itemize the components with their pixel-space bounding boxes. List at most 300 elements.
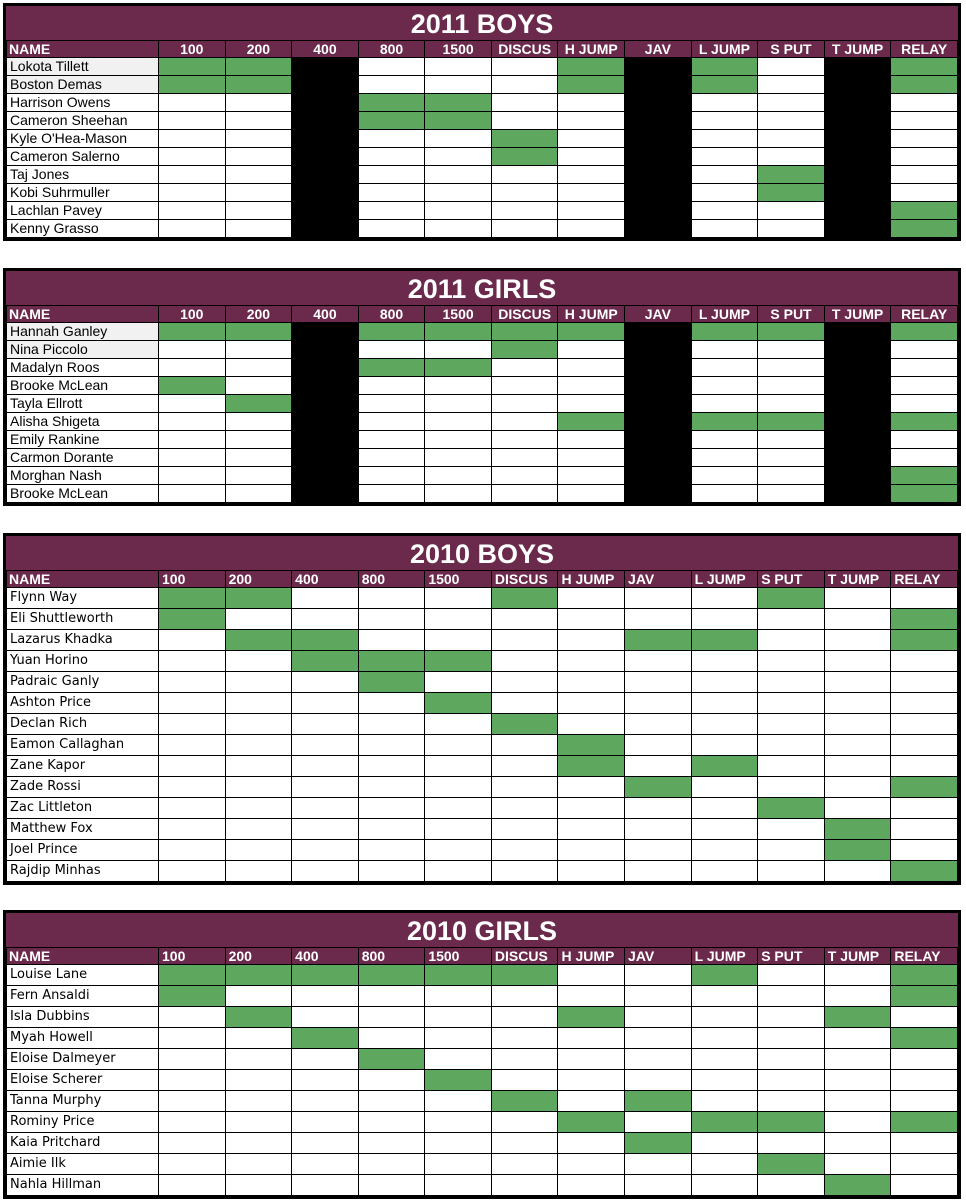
empty-cell — [225, 467, 292, 485]
empty-cell — [292, 1007, 359, 1028]
empty-cell — [159, 861, 226, 882]
empty-cell — [758, 449, 825, 467]
empty-cell — [758, 819, 825, 840]
empty-cell — [425, 1049, 492, 1070]
selected-cell — [491, 588, 558, 609]
empty-cell — [425, 1175, 492, 1196]
athlete-name: Padraic Ganly — [7, 672, 159, 693]
empty-cell — [225, 431, 292, 449]
selection-table — [6, 305, 958, 503]
event-header: DISCUS — [491, 948, 558, 965]
empty-cell — [691, 431, 758, 449]
event-header: DISCUS — [491, 571, 558, 588]
empty-cell — [758, 714, 825, 735]
empty-cell — [758, 609, 825, 630]
blocked-cell — [292, 485, 359, 503]
athlete-name: Eamon Callaghan — [7, 735, 159, 756]
event-header: RELAY — [891, 571, 958, 588]
table-row — [7, 735, 958, 756]
empty-cell — [159, 1028, 226, 1049]
empty-cell — [491, 1112, 558, 1133]
selected-cell — [758, 798, 825, 819]
empty-cell — [491, 798, 558, 819]
empty-cell — [558, 395, 625, 413]
empty-cell — [558, 777, 625, 798]
table-row — [7, 166, 958, 184]
empty-cell — [225, 1091, 292, 1112]
empty-cell — [425, 1133, 492, 1154]
empty-cell — [425, 377, 492, 395]
blocked-cell — [824, 377, 891, 395]
empty-cell — [691, 1091, 758, 1112]
empty-cell — [824, 672, 891, 693]
selected-cell — [558, 413, 625, 431]
empty-cell — [758, 1133, 825, 1154]
blocked-cell — [824, 323, 891, 341]
empty-cell — [691, 986, 758, 1007]
empty-cell — [558, 672, 625, 693]
empty-cell — [225, 413, 292, 431]
table-row — [7, 467, 958, 485]
empty-cell — [425, 166, 492, 184]
empty-cell — [824, 861, 891, 882]
empty-cell — [824, 965, 891, 986]
selected-cell — [558, 1007, 625, 1028]
empty-cell — [758, 431, 825, 449]
selected-cell — [891, 413, 958, 431]
empty-cell — [425, 672, 492, 693]
empty-cell — [159, 1154, 226, 1175]
empty-cell — [159, 1049, 226, 1070]
empty-cell — [691, 693, 758, 714]
event-header: 200 — [225, 41, 292, 58]
empty-cell — [358, 756, 425, 777]
empty-cell — [225, 359, 292, 377]
empty-cell — [891, 735, 958, 756]
event-header: T JUMP — [824, 948, 891, 965]
empty-cell — [691, 449, 758, 467]
empty-cell — [358, 1070, 425, 1091]
empty-cell — [891, 359, 958, 377]
empty-cell — [358, 986, 425, 1007]
empty-cell — [425, 395, 492, 413]
athlete-name: Brooke McLean — [7, 377, 159, 395]
empty-cell — [358, 840, 425, 861]
empty-cell — [358, 693, 425, 714]
empty-cell — [625, 672, 692, 693]
athlete-name: Eloise Dalmeyer — [7, 1049, 159, 1070]
empty-cell — [159, 693, 226, 714]
empty-cell — [558, 1175, 625, 1196]
empty-cell — [425, 609, 492, 630]
empty-cell — [491, 735, 558, 756]
empty-cell — [758, 220, 825, 238]
event-header: 400 — [292, 571, 359, 588]
empty-cell — [891, 693, 958, 714]
selected-cell — [425, 693, 492, 714]
table-row — [7, 693, 958, 714]
table-row — [7, 986, 958, 1007]
empty-cell — [425, 413, 492, 431]
event-header: 200 — [225, 948, 292, 965]
empty-cell — [558, 94, 625, 112]
blocked-cell — [292, 148, 359, 166]
empty-cell — [225, 148, 292, 166]
empty-cell — [691, 861, 758, 882]
empty-cell — [425, 714, 492, 735]
empty-cell — [625, 756, 692, 777]
empty-cell — [425, 220, 492, 238]
athlete-name: Tayla Ellrott — [7, 395, 159, 413]
blocked-cell — [625, 341, 692, 359]
athlete-name: Fern Ansaldi — [7, 986, 159, 1007]
empty-cell — [491, 413, 558, 431]
blocked-cell — [292, 413, 359, 431]
empty-cell — [491, 359, 558, 377]
blocked-cell — [292, 323, 359, 341]
empty-cell — [358, 861, 425, 882]
athlete-name: Kyle O'Hea-Mason — [7, 130, 159, 148]
empty-cell — [558, 798, 625, 819]
empty-cell — [159, 467, 226, 485]
selected-cell — [891, 1028, 958, 1049]
empty-cell — [758, 58, 825, 76]
table-row — [7, 359, 958, 377]
event-header: L JUMP — [691, 571, 758, 588]
empty-cell — [891, 1175, 958, 1196]
empty-cell — [425, 735, 492, 756]
selected-cell — [425, 965, 492, 986]
table-row — [7, 798, 958, 819]
empty-cell — [758, 756, 825, 777]
empty-cell — [625, 1028, 692, 1049]
empty-cell — [425, 588, 492, 609]
selected-cell — [691, 58, 758, 76]
blocked-cell — [824, 220, 891, 238]
selected-cell — [292, 651, 359, 672]
athlete-name: Declan Rich — [7, 714, 159, 735]
table-row — [7, 58, 958, 76]
selected-cell — [691, 630, 758, 651]
empty-cell — [558, 693, 625, 714]
empty-cell — [358, 449, 425, 467]
athlete-name: Kobi Suhrmuller — [7, 184, 159, 202]
empty-cell — [425, 1028, 492, 1049]
empty-cell — [159, 341, 226, 359]
athlete-name: Rajdip Minhas — [7, 861, 159, 882]
selected-cell — [691, 323, 758, 341]
empty-cell — [225, 1154, 292, 1175]
empty-cell — [691, 359, 758, 377]
event-header: S PUT — [758, 306, 825, 323]
event-header: S PUT — [758, 571, 825, 588]
empty-cell — [159, 485, 226, 503]
selection-table — [6, 40, 958, 238]
empty-cell — [758, 202, 825, 220]
empty-cell — [758, 76, 825, 94]
event-header: 200 — [225, 571, 292, 588]
blocked-cell — [292, 431, 359, 449]
event-header: RELAY — [891, 41, 958, 58]
empty-cell — [758, 1070, 825, 1091]
athlete-name: Eli Shuttleworth — [7, 609, 159, 630]
empty-cell — [758, 94, 825, 112]
empty-cell — [891, 1049, 958, 1070]
event-header: 100 — [159, 948, 226, 965]
selected-cell — [491, 341, 558, 359]
selected-cell — [891, 630, 958, 651]
empty-cell — [691, 148, 758, 166]
empty-cell — [225, 220, 292, 238]
table-row — [7, 94, 958, 112]
empty-cell — [691, 395, 758, 413]
event-header: T JUMP — [824, 306, 891, 323]
selected-cell — [225, 395, 292, 413]
empty-cell — [625, 861, 692, 882]
selected-cell — [491, 130, 558, 148]
blocked-cell — [292, 449, 359, 467]
empty-cell — [491, 819, 558, 840]
event-header: RELAY — [891, 306, 958, 323]
empty-cell — [159, 630, 226, 651]
athlete-name: Ashton Price — [7, 693, 159, 714]
selected-cell — [358, 651, 425, 672]
selected-cell — [891, 965, 958, 986]
selected-cell — [691, 76, 758, 94]
empty-cell — [691, 840, 758, 861]
table-row — [7, 672, 958, 693]
selected-cell — [358, 323, 425, 341]
empty-cell — [691, 94, 758, 112]
blocked-cell — [824, 58, 891, 76]
athlete-name: Carmon Dorante — [7, 449, 159, 467]
empty-cell — [558, 485, 625, 503]
section-2010-boys — [3, 533, 961, 885]
empty-cell — [558, 130, 625, 148]
empty-cell — [891, 395, 958, 413]
blocked-cell — [625, 148, 692, 166]
empty-cell — [691, 1070, 758, 1091]
event-header: S PUT — [758, 948, 825, 965]
empty-cell — [558, 449, 625, 467]
empty-cell — [225, 840, 292, 861]
athlete-name: Cameron Salerno — [7, 148, 159, 166]
event-header: DISCUS — [491, 41, 558, 58]
event-header: 400 — [292, 306, 359, 323]
selected-cell — [558, 323, 625, 341]
table-row — [7, 395, 958, 413]
selected-cell — [358, 672, 425, 693]
header-row — [7, 948, 958, 965]
name-header: NAME — [7, 306, 159, 323]
event-header: 1500 — [425, 571, 492, 588]
empty-cell — [491, 609, 558, 630]
empty-cell — [159, 1133, 226, 1154]
empty-cell — [758, 861, 825, 882]
empty-cell — [358, 220, 425, 238]
empty-cell — [159, 94, 226, 112]
empty-cell — [159, 220, 226, 238]
empty-cell — [491, 485, 558, 503]
event-header: 1500 — [425, 306, 492, 323]
empty-cell — [225, 651, 292, 672]
section-title: 2011 GIRLS — [6, 271, 958, 305]
empty-cell — [491, 630, 558, 651]
selected-cell — [159, 588, 226, 609]
empty-cell — [891, 166, 958, 184]
empty-cell — [758, 693, 825, 714]
empty-cell — [358, 588, 425, 609]
empty-cell — [824, 756, 891, 777]
empty-cell — [292, 798, 359, 819]
table-row — [7, 202, 958, 220]
blocked-cell — [824, 449, 891, 467]
empty-cell — [159, 395, 226, 413]
empty-cell — [425, 1112, 492, 1133]
empty-cell — [824, 777, 891, 798]
section-title: 2010 GIRLS — [6, 913, 958, 947]
event-header: H JUMP — [558, 948, 625, 965]
empty-cell — [625, 1070, 692, 1091]
empty-cell — [225, 485, 292, 503]
table-row — [7, 148, 958, 166]
selected-cell — [625, 1091, 692, 1112]
empty-cell — [758, 965, 825, 986]
name-header: NAME — [7, 948, 159, 965]
selected-cell — [891, 861, 958, 882]
selected-cell — [159, 609, 226, 630]
athlete-name: Flynn Way — [7, 588, 159, 609]
selected-cell — [425, 1070, 492, 1091]
empty-cell — [758, 735, 825, 756]
empty-cell — [358, 148, 425, 166]
empty-cell — [491, 1049, 558, 1070]
empty-cell — [758, 130, 825, 148]
empty-cell — [691, 1007, 758, 1028]
event-header: JAV — [625, 41, 692, 58]
empty-cell — [824, 986, 891, 1007]
empty-cell — [358, 777, 425, 798]
empty-cell — [625, 1007, 692, 1028]
blocked-cell — [292, 184, 359, 202]
empty-cell — [824, 714, 891, 735]
selected-cell — [558, 1112, 625, 1133]
selected-cell — [358, 965, 425, 986]
empty-cell — [225, 609, 292, 630]
event-header: L JUMP — [691, 41, 758, 58]
empty-cell — [225, 166, 292, 184]
blocked-cell — [292, 359, 359, 377]
empty-cell — [491, 1070, 558, 1091]
empty-cell — [558, 1070, 625, 1091]
name-header: NAME — [7, 41, 159, 58]
empty-cell — [425, 130, 492, 148]
empty-cell — [292, 1154, 359, 1175]
empty-cell — [691, 735, 758, 756]
blocked-cell — [824, 341, 891, 359]
empty-cell — [625, 588, 692, 609]
event-header: 200 — [225, 306, 292, 323]
blocked-cell — [824, 166, 891, 184]
empty-cell — [558, 986, 625, 1007]
empty-cell — [491, 377, 558, 395]
table-row — [7, 449, 958, 467]
empty-cell — [491, 395, 558, 413]
selected-cell — [891, 76, 958, 94]
selected-cell — [358, 94, 425, 112]
empty-cell — [159, 166, 226, 184]
table-row — [7, 413, 958, 431]
empty-cell — [891, 840, 958, 861]
selected-cell — [625, 1133, 692, 1154]
selected-cell — [891, 777, 958, 798]
empty-cell — [425, 148, 492, 166]
table-row — [7, 184, 958, 202]
empty-cell — [824, 588, 891, 609]
empty-cell — [558, 112, 625, 130]
table-row — [7, 377, 958, 395]
selected-cell — [358, 112, 425, 130]
blocked-cell — [292, 112, 359, 130]
selected-cell — [425, 651, 492, 672]
empty-cell — [491, 449, 558, 467]
empty-cell — [358, 341, 425, 359]
empty-cell — [491, 986, 558, 1007]
selected-cell — [691, 1112, 758, 1133]
empty-cell — [292, 1175, 359, 1196]
selected-cell — [425, 359, 492, 377]
empty-cell — [425, 202, 492, 220]
blocked-cell — [292, 377, 359, 395]
empty-cell — [691, 184, 758, 202]
empty-cell — [558, 1049, 625, 1070]
empty-cell — [292, 1133, 359, 1154]
empty-cell — [824, 1070, 891, 1091]
athlete-name: Eloise Scherer — [7, 1070, 159, 1091]
empty-cell — [491, 1133, 558, 1154]
empty-cell — [691, 1175, 758, 1196]
selected-cell — [691, 756, 758, 777]
empty-cell — [691, 112, 758, 130]
table-row — [7, 840, 958, 861]
empty-cell — [891, 112, 958, 130]
empty-cell — [891, 588, 958, 609]
empty-cell — [824, 1028, 891, 1049]
selected-cell — [292, 1028, 359, 1049]
athlete-name: Taj Jones — [7, 166, 159, 184]
empty-cell — [292, 1049, 359, 1070]
empty-cell — [292, 693, 359, 714]
selected-cell — [758, 588, 825, 609]
empty-cell — [691, 377, 758, 395]
empty-cell — [558, 359, 625, 377]
blocked-cell — [625, 76, 692, 94]
selected-cell — [891, 1112, 958, 1133]
selected-cell — [558, 735, 625, 756]
empty-cell — [691, 1028, 758, 1049]
athlete-name: Rominy Price — [7, 1112, 159, 1133]
empty-cell — [159, 777, 226, 798]
section-title: 2010 BOYS — [6, 536, 958, 570]
empty-cell — [558, 965, 625, 986]
empty-cell — [425, 798, 492, 819]
athlete-name: Emily Rankine — [7, 431, 159, 449]
event-header: 1500 — [425, 948, 492, 965]
blocked-cell — [824, 467, 891, 485]
empty-cell — [691, 798, 758, 819]
selected-cell — [558, 756, 625, 777]
empty-cell — [159, 431, 226, 449]
